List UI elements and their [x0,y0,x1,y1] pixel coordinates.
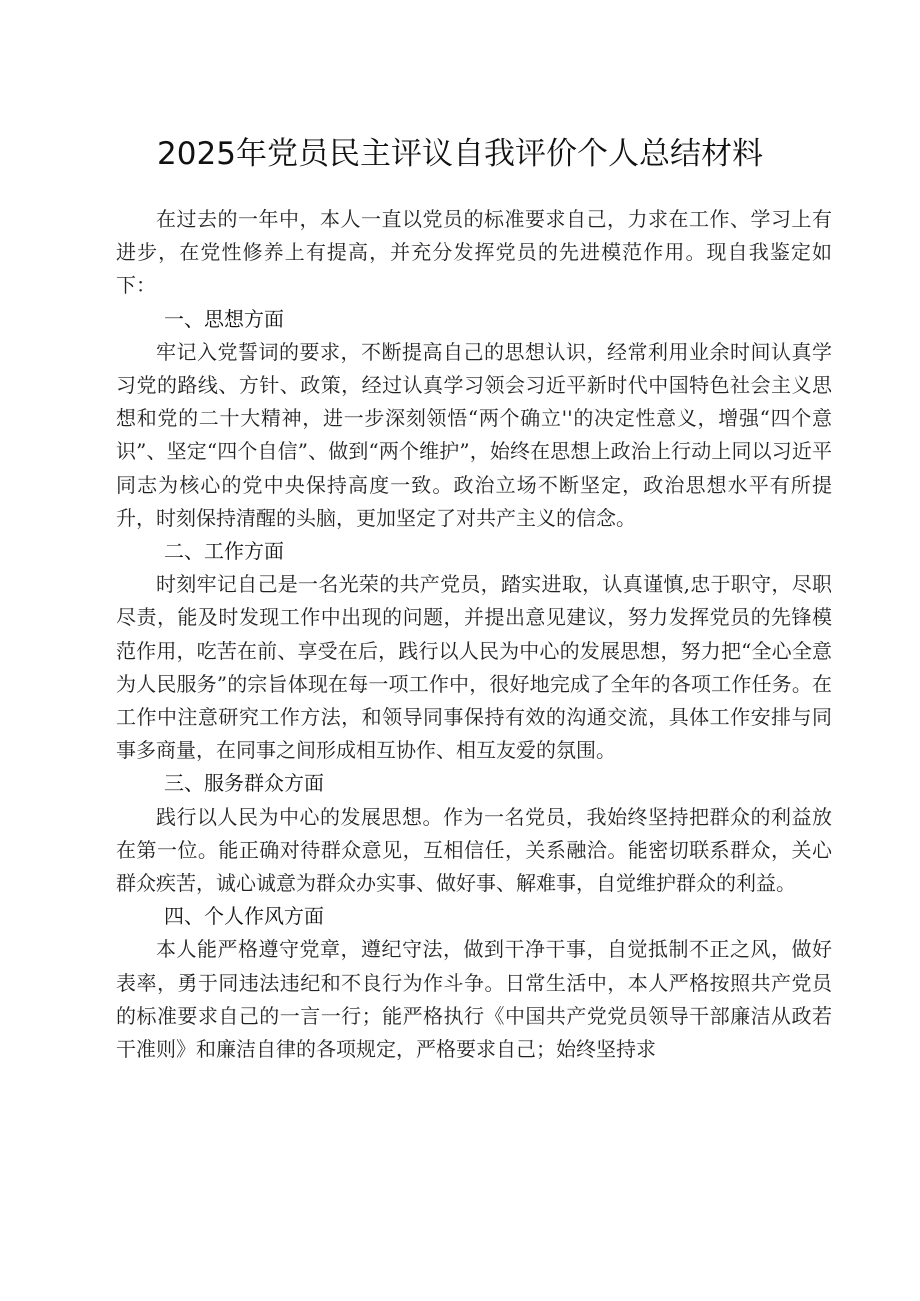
section-heading-service: 三、服务群众方面 [164,771,324,796]
section-paragraph-work: 时刻牢记自己是一名光荣的共产党员，踏实进取，认真谨慎,忠于职守，尽职尽责，能及时发现工作中出现的问题，并提出意见建议，努力发挥党员的先锋模范作用，吃苦在前、享受在后，践行以人民为中心的发展思想，努力把“全心全意为人民服务”的宗旨体现在每一项工作中，很好地完成了全年的各项工作任务。在工作中注意研究工作方法，和领导同事保持有效的沟通交流，具体工作安排与同事多商量，在同事之间形成相互协作、相互友爱的氛围。 [116,572,832,763]
document-title: 2025年党员民主评议自我评价个人总结材料 [157,136,763,172]
section-heading-work: 二、工作方面 [164,539,284,564]
intro-paragraph: 在过去的一年中，本人一直以党员的标准要求自己，力求在工作、学习上有进步，在党性修养上有提高，并充分发挥党员的先进模范作用。现自我鉴定如下： [116,207,832,298]
section-heading-conduct: 四、个人作风方面 [164,904,324,929]
document-body [116,203,832,1066]
section-heading-thought: 一、思想方面 [164,306,284,331]
section-paragraph-thought: 牢记入党誓词的要求，不断提高自己的思想认识，经常利用业余时间认真学习党的路线、方针、政策，经过认真学习领会习近平新时代中国特色社会主义思想和党的二十大精神，进一步深刻领悟“两个确立''的决定性意义，增强“四个意识”、坚定“四个自信”、做到“两个维护”，始终在思想上政治上行动上同以习近平同志为核心的党中央保持高度一致。政治立场不断坚定，政治思想水平有所提升，时刻保持清醒的头脑，更加坚定了对共产主义的信念。 [116,339,832,530]
section-paragraph-conduct: 本人能严格遵守党章，遵纪守法，做到干净干事，自觉抵制不正之风，做好表率，勇于同违法违纪和不良行为作斗争。日常生活中，本人严格按照共产党员的标准要求自己的一言一行；能严格执行《中国共产党党员领导干部廉洁从政若干准则》和廉洁自律的各项规定，严格要求自己；始终坚持求 [116,937,832,1062]
section-paragraph-service: 践行以人民为中心的发展思想。作为一名党员，我始终坚持把群众的利益放在第一位。能正确对待群众意见，互相信任，关系融洽。能密切联系群众，关心群众疾苦，诚心诚意为群众办实事、做好事、解难事，自觉维护群众的利益。 [116,804,832,896]
